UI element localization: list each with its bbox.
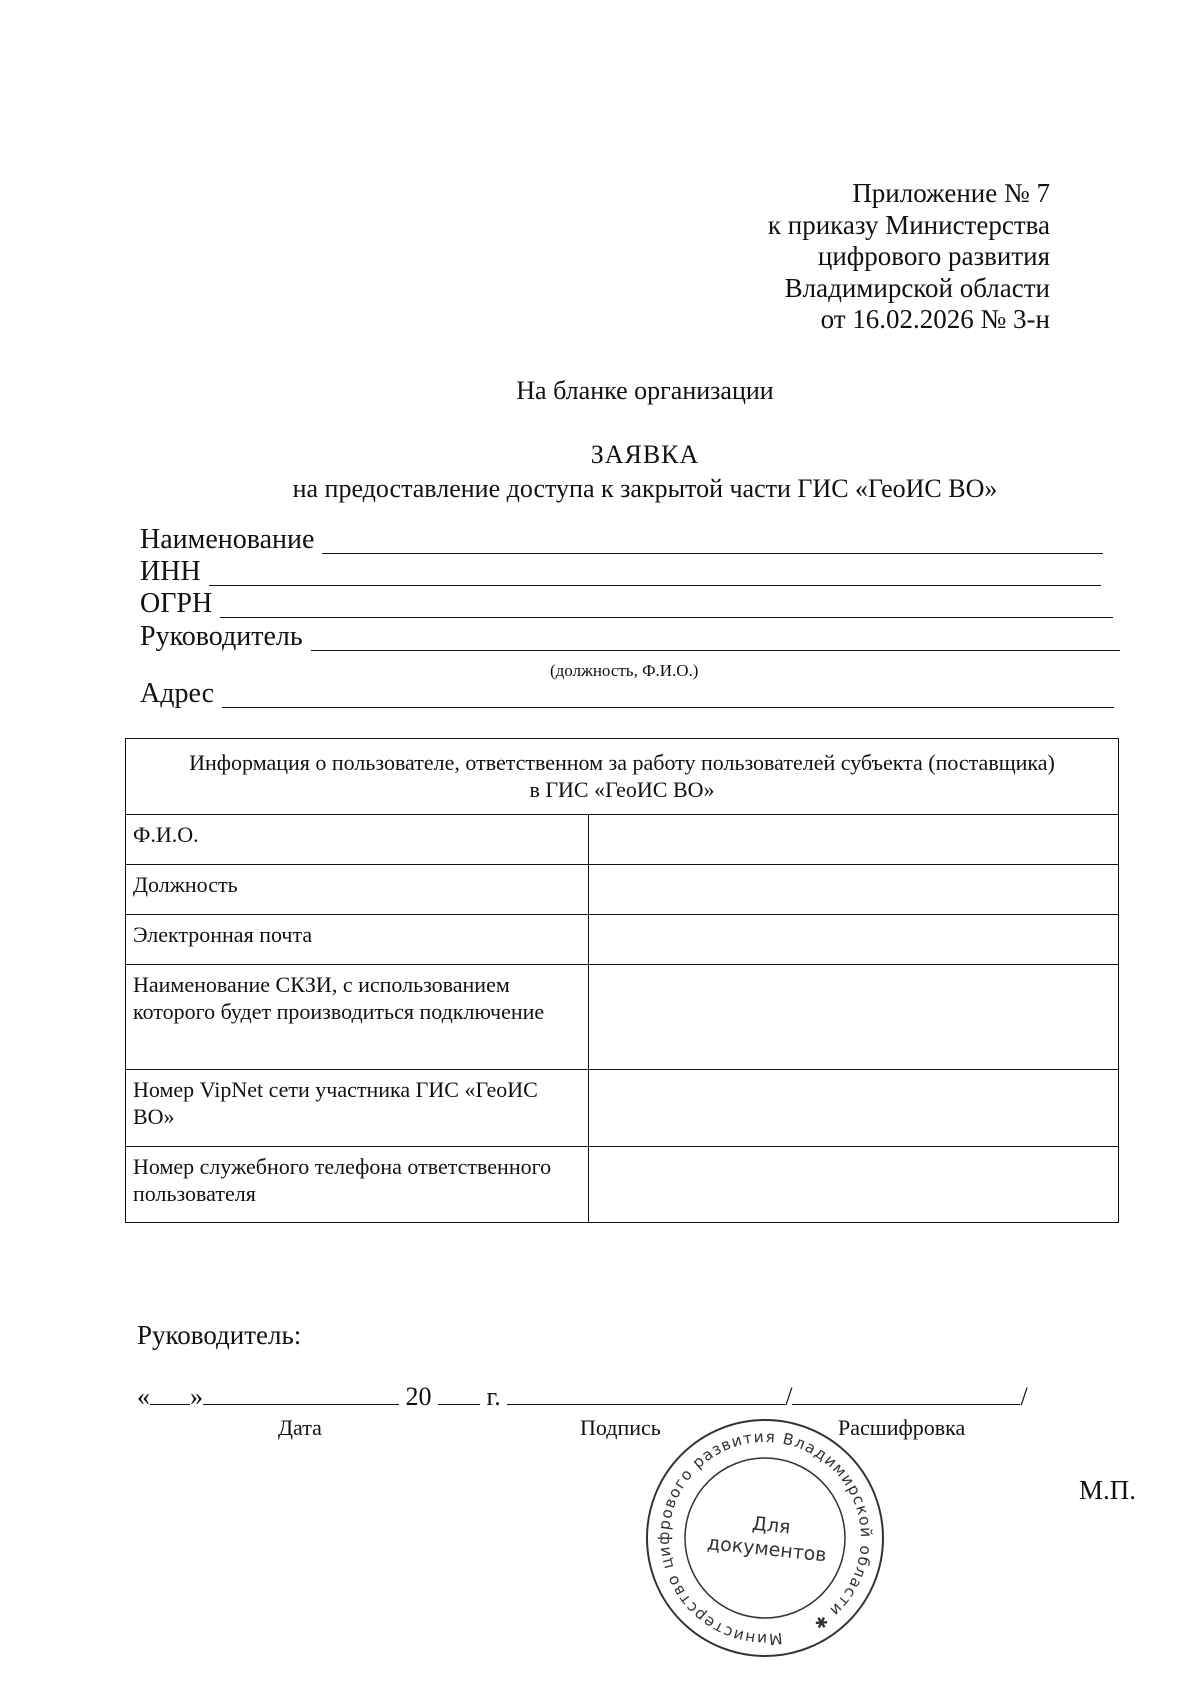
name-label: Наименование	[140, 524, 315, 555]
ogrn-label: ОГРН	[140, 588, 213, 619]
inn-line[interactable]	[209, 561, 1101, 586]
appendix-number: Приложение № 7	[852, 178, 1050, 208]
document-title: ЗАЯВКА	[590, 440, 700, 469]
row-value-phone[interactable]	[589, 1147, 1119, 1223]
row-label-position: Должность	[126, 865, 589, 915]
document-subtitle: на предоставление доступа к закрытой части ГИС «ГеоИС ВО»	[292, 474, 998, 503]
row-label-vipnet: Номер VipNet сети участника ГИС «ГеоИС ВО»	[126, 1070, 589, 1147]
name-line[interactable]	[322, 529, 1103, 554]
date-caption: Дата	[278, 1415, 322, 1440]
inn-label: ИНН	[140, 556, 201, 587]
appendix-order: к приказу Министерства	[767, 209, 1050, 240]
slash-2: /	[1020, 1382, 1028, 1411]
stamp-ring-textpath: Министерство цифрового развития Владимирской области ✱	[654, 1427, 876, 1649]
row-label-phone: Номер служебного телефона ответственного пользователя	[126, 1147, 589, 1223]
row-value-position[interactable]	[589, 865, 1119, 915]
head-field[interactable]	[140, 623, 1120, 651]
open-quote: «	[137, 1382, 150, 1411]
row-value-vipnet[interactable]	[589, 1070, 1119, 1147]
row-value-skzi[interactable]	[589, 965, 1119, 1070]
table-row	[126, 865, 1119, 915]
table-row	[126, 815, 1119, 865]
close-quote: »	[190, 1382, 203, 1411]
year-prefix: 20	[405, 1382, 432, 1411]
row-label-skzi: Наименование СКЗИ, с использованием которого будет производиться подключение	[126, 965, 589, 1070]
row-value-fio[interactable]	[589, 815, 1119, 865]
table-row	[126, 1070, 1119, 1147]
decode-caption: Расшифровка	[838, 1415, 966, 1440]
month-line[interactable]	[203, 1382, 399, 1405]
appendix-ministry: цифрового развития	[817, 241, 1050, 271]
appendix-block	[768, 178, 1050, 336]
head-label: Руководитель	[140, 621, 303, 652]
decode-line[interactable]	[792, 1382, 1020, 1405]
ogrn-field[interactable]	[140, 590, 1113, 618]
table-row	[126, 915, 1119, 965]
stamp-center-line2: документов	[706, 1532, 828, 1567]
ogrn-line[interactable]	[220, 593, 1113, 618]
table-header-row	[126, 739, 1119, 815]
stamp-center-line1: Для	[751, 1512, 792, 1539]
row-label-fio: Ф.И.О.	[126, 815, 589, 865]
head-hint: (должность, Ф.И.О.)	[550, 661, 699, 680]
inn-field[interactable]	[140, 558, 1101, 586]
appendix-date: от 16.02.2026 № 3-н	[820, 304, 1050, 334]
table-header: Информация о пользователе, ответственном за работу пользователей субъекта (поставщика) в ГИС «ГеоИС ВО»	[126, 739, 1119, 815]
signature-caption: Подпись	[580, 1415, 661, 1440]
name-field[interactable]	[140, 526, 1103, 554]
user-info-table	[125, 738, 1119, 1223]
day-line[interactable]	[150, 1382, 190, 1405]
address-field[interactable]	[140, 680, 1114, 708]
head-line[interactable]	[311, 626, 1120, 651]
table-row	[126, 965, 1119, 1070]
year-line[interactable]	[438, 1382, 480, 1405]
signature-line[interactable]	[507, 1382, 785, 1405]
row-label-email: Электронная почта	[126, 915, 589, 965]
table-row	[126, 1147, 1119, 1223]
appendix-region: Владимирской области	[784, 272, 1050, 303]
address-label: Адрес	[140, 678, 215, 709]
slash-1: /	[785, 1382, 793, 1411]
row-value-email[interactable]	[589, 915, 1119, 965]
signature-row	[137, 1382, 1028, 1412]
letterhead-note: На бланке организации	[516, 376, 774, 405]
year-suffix: г.	[486, 1382, 501, 1411]
seal-place-label: М.П.	[1079, 1475, 1137, 1505]
address-line[interactable]	[222, 683, 1114, 708]
signer-label: Руководитель:	[137, 1320, 302, 1350]
official-stamp	[640, 1413, 890, 1663]
